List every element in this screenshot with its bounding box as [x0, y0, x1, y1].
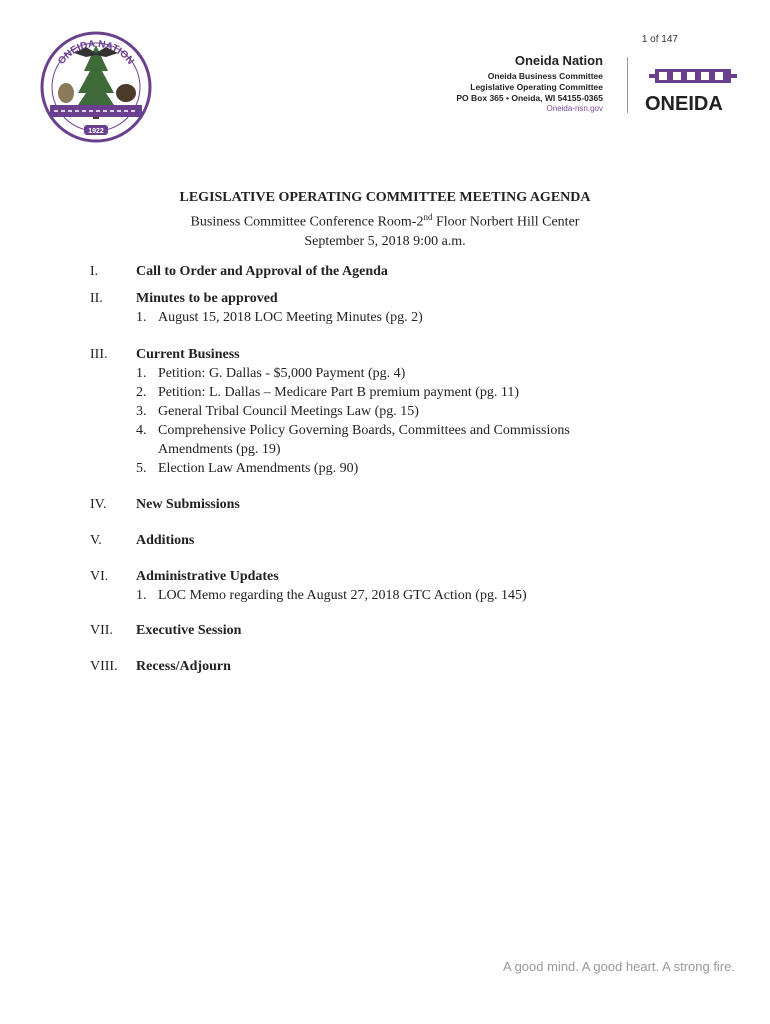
section-title: Executive Session [136, 623, 242, 638]
section-numeral: I. [90, 264, 99, 279]
agenda-section [90, 567, 710, 605]
header-divider [627, 57, 628, 113]
org-line-1: Oneida Business Committee [487, 71, 603, 81]
agenda-section [90, 531, 710, 550]
seal-year: 1922 [88, 128, 104, 135]
agenda-section [90, 345, 710, 478]
wampum-belt-icon [645, 66, 741, 86]
agenda-section [90, 262, 710, 281]
section-title: Recess/Adjourn [136, 659, 231, 674]
section-title: Current Business [136, 347, 240, 362]
agenda-title-block [0, 188, 770, 251]
agenda-section [90, 657, 710, 676]
section-numeral: VI. [90, 569, 109, 584]
section-title: Call to Order and Approval of the Agenda [136, 264, 388, 279]
meeting-location: Business Committee Conference Room-2nd Floor Norbert Hill Center [190, 212, 580, 230]
agenda-item: 1. August 15, 2018 LOC Meeting Minutes (pg. 2) [136, 310, 423, 325]
agenda-item: 3. General Tribal Council Meetings Law (pg. 15) [136, 404, 419, 419]
agenda-item: 4. Comprehensive Policy Governing Boards, Committees and Commissions Amendments (pg. 19) [136, 423, 570, 457]
section-title: Administrative Updates [136, 569, 279, 584]
agenda-section [90, 495, 710, 514]
logo-word: ONEIDA [645, 93, 723, 115]
section-title: Minutes to be approved [136, 291, 278, 306]
section-title: New Submissions [136, 497, 240, 512]
org-website: Oneida-nsn.gov [546, 104, 603, 113]
org-name: Oneida Nation [514, 53, 603, 68]
org-line-2: Legislative Operating Committee [470, 82, 603, 92]
agenda-list [90, 262, 710, 676]
section-numeral: VIII. [90, 659, 118, 674]
section-numeral: V. [90, 533, 102, 548]
oneida-wordmark-logo [645, 66, 741, 116]
agenda-title: LEGISLATIVE OPERATING COMMITTEE MEETING AGENDA [179, 190, 591, 205]
section-numeral: VII. [90, 623, 113, 638]
page-number: 1 of 147 [641, 34, 678, 45]
section-numeral: IV. [90, 497, 107, 512]
section-numeral: III. [90, 347, 108, 362]
section-title: Additions [136, 533, 195, 548]
agenda-section [90, 289, 710, 327]
agenda-item: 1. Petition: G. Dallas - $5,000 Payment (pg. 4) [136, 366, 406, 381]
letterhead-address-block [456, 53, 603, 114]
agenda-section [90, 621, 710, 640]
seal-top-text: ONEIDA NATION [56, 38, 136, 67]
org-address: PO Box 365 • Oneida, WI 54155-0365 [456, 93, 603, 103]
footer-motto: A good mind. A good heart. A strong fire. [503, 959, 735, 974]
meeting-datetime: September 5, 2018 9:00 a.m. [304, 233, 466, 249]
agenda-item: 5. Election Law Amendments (pg. 90) [136, 461, 359, 476]
section-numeral: II. [90, 291, 103, 306]
oneida-nation-seal-logo [40, 31, 152, 143]
agenda-item: 1. LOC Memo regarding the August 27, 2018 GTC Action (pg. 145) [136, 588, 527, 603]
agenda-item: 2. Petition: L. Dallas – Medicare Part B premium payment (pg. 11) [136, 385, 520, 400]
